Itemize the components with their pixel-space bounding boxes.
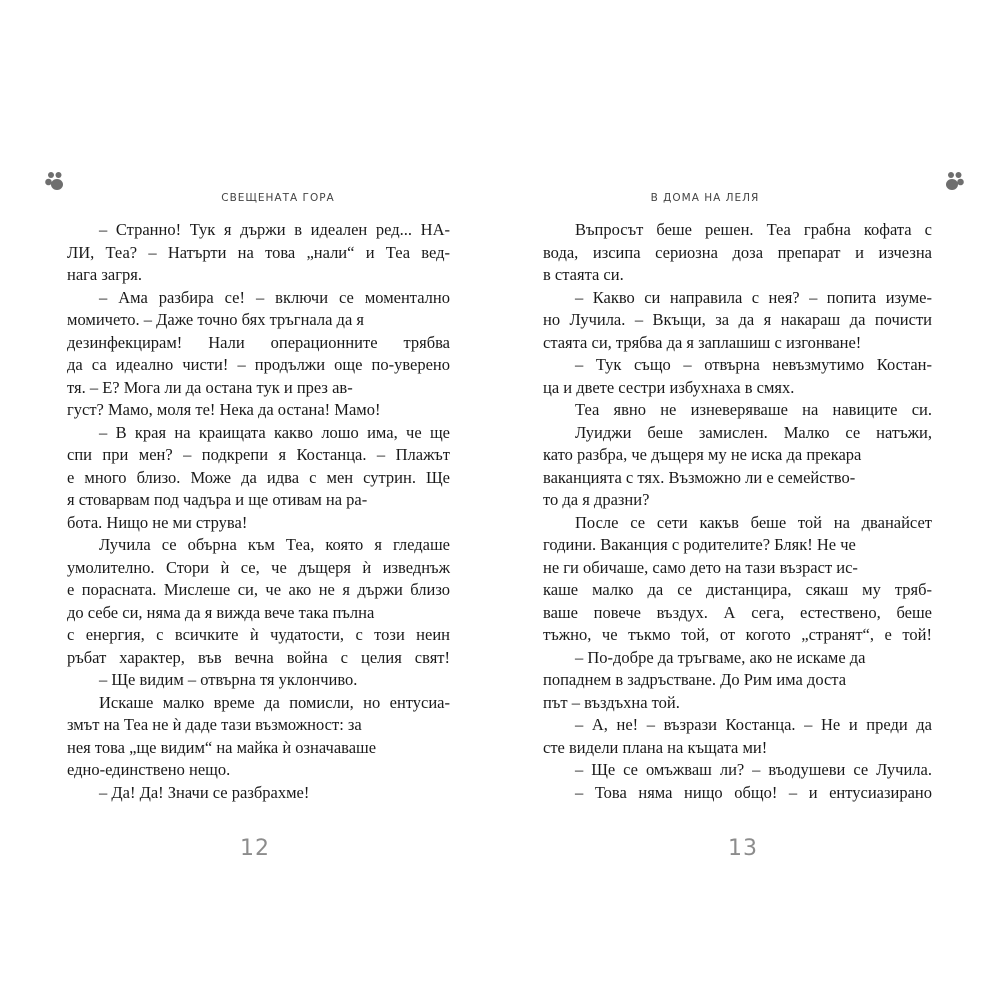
text-line: Искаше малко време да помисли, но ентусиа- xyxy=(99,692,450,712)
text-line: змът на Теа не ѝ даде тази възможност: за xyxy=(67,715,362,734)
text-line: с енергия, с всичките ѝ чудатости, с този неин xyxy=(67,625,450,644)
running-header: В ДОМА НА ЛЕЛЯ xyxy=(650,192,760,204)
paw-print-icon xyxy=(943,170,965,192)
text-line: ваканцията с тях. Възможно ли е семейство- xyxy=(543,467,856,487)
text-line: в стаята си. xyxy=(543,265,624,284)
text-line: густ? Мамо, моля те! Нека да остана! Мамо! xyxy=(67,400,381,419)
right-page xyxy=(500,0,1000,1000)
paw-print-icon xyxy=(44,170,66,192)
text-line: ца и двете сестри избухнаха в смях. xyxy=(543,377,795,397)
text-line: като разбра, че дъщеря му не иска да прекара xyxy=(543,445,862,464)
text-line: – Странно! Тук я държи в идеален ред... НА- xyxy=(99,220,450,239)
text-line: сте видели плана на къщата ми! xyxy=(543,737,768,757)
text-line: ЛИ, Теа? – Натърти на това „нали“ и Теа вед- xyxy=(67,242,450,262)
text-line: ръбат характер, във вечна война с целия свят! xyxy=(67,647,450,667)
text-line: нага загря. xyxy=(67,265,142,284)
text-line: е много близо. Може да идва с мен сутрин. Ще xyxy=(67,467,450,487)
text-line: Теа явно не изневеряваше на навиците си. xyxy=(575,400,932,419)
text-line: я стоварвам под чадъра и ще отивам на ра- xyxy=(67,490,368,509)
text-line: едно-единствено нещо. xyxy=(67,760,231,779)
text-line: не ги обичаше, само дето на тази възраст ис- xyxy=(543,557,858,577)
text-line: то да я дразни? xyxy=(543,490,650,509)
text-line: – Тук също – отвърна невъзмутимо Костан- xyxy=(575,355,932,374)
text-line: път – въздъхна той. xyxy=(543,692,680,712)
text-line: бота. Нищо не ми струва! xyxy=(67,512,248,532)
page-number: 13 xyxy=(728,836,758,861)
text-line: стаята си, трябва да я заплашиш с изгонване! xyxy=(543,332,862,352)
text-line: – Ще се омъжваш ли? – въодушеви се Лучила. xyxy=(575,760,932,779)
text-line: – Да! Да! Значи се разбрахме! xyxy=(99,782,310,802)
text-line: дезинфекцирам! Нали операционните трябва xyxy=(67,332,450,352)
text-line: – Ама разбира се! – включи се моментално xyxy=(99,287,450,307)
text-line: умолително. Стори ѝ се, че дъщеря ѝ изведнъж xyxy=(67,557,450,577)
text-line: После се сети какъв беше той на дванайсет xyxy=(575,512,932,532)
text-line: но Лучила. – Вкъщи, за да я накараш да почисти xyxy=(543,310,932,329)
text-line: тя. – Е? Мога ли да остана тук и през ав- xyxy=(67,377,353,397)
body-text xyxy=(67,219,450,804)
text-line: Луиджи беше замислен. Малко се натъжи, xyxy=(575,422,932,442)
text-line: момичето. – Даже точно бях тръгнала да я xyxy=(67,310,364,329)
text-line: Лучила се обърна към Теа, която я гледаше xyxy=(99,535,450,554)
text-line: – Това няма нищо общо! – и ентусиазирано xyxy=(575,782,932,802)
text-line: попаднем в задръстване. До Рим има доста xyxy=(543,670,847,689)
text-line: нея това „ще видим“ на майка ѝ означаваше xyxy=(67,737,377,757)
text-line: до себе си, няма да я вижда вече така пълна xyxy=(67,602,375,622)
text-line: да са идеално чисти! – продължи още по-уверено xyxy=(67,355,450,374)
text-line: каше малко да се дистанцира, сякаш му тряб- xyxy=(543,580,932,599)
body-text xyxy=(543,219,932,804)
page-number: 12 xyxy=(240,836,270,861)
text-line: – А, не! – възрази Костанца. – Не и преди да xyxy=(575,715,932,734)
text-line: Въпросът беше решен. Теа грабна кофата с xyxy=(575,220,932,239)
text-line: – Ще видим – отвърна тя уклончиво. xyxy=(99,670,358,689)
text-line: тъжно, че тъкмо той, от когото „странят“, е той! xyxy=(543,625,932,644)
text-line: спи при мен? – подкрепи я Костанца. – Плажът xyxy=(67,445,450,464)
text-line: е порасната. Мислеше си, че ако не я държи близо xyxy=(67,580,450,599)
text-line: – По-добре да тръгваме, ако не искаме да xyxy=(575,647,866,667)
running-header: СВЕЩЕНАТА ГОРА xyxy=(221,192,335,204)
text-line: години. Ваканция с родителите? Бляк! Не че xyxy=(543,535,856,554)
text-line: ваше повече въздух. А сега, естествено, беше xyxy=(543,602,932,622)
text-line: – Какво си направила с нея? – попита изуме- xyxy=(575,287,932,307)
text-line: вода, изсипа сериозна доза препарат и изчезна xyxy=(543,242,932,262)
text-line: – В края на краищата какво лошо има, че ще xyxy=(99,422,450,442)
